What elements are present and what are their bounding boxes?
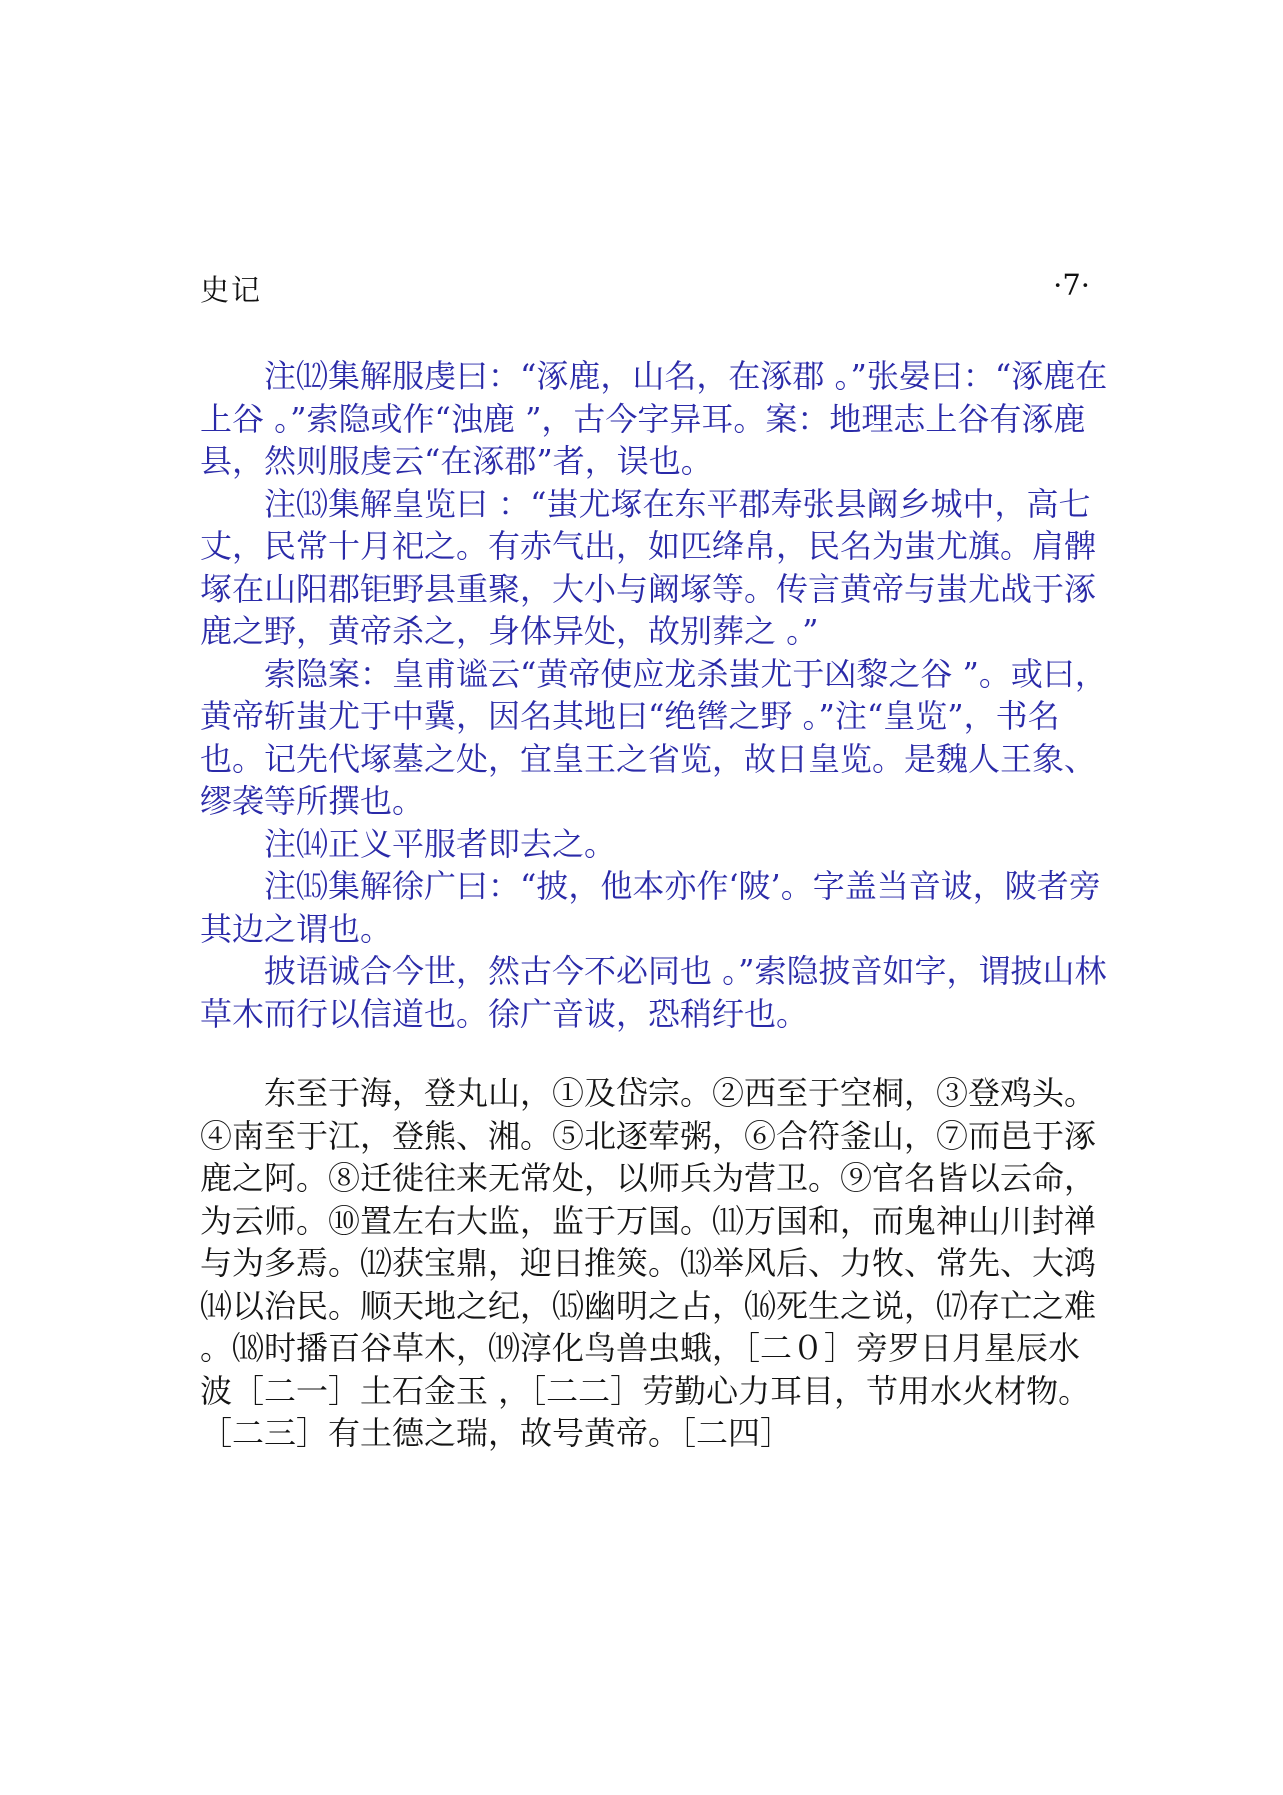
commentary-paragraph: 注⒀集解皇览曰 ：“蚩尤塚在东平郡寿张县阚乡城中，高七丈，民常十月祀之。有赤气出，如匹绛帛，民名为蚩尤旗。肩髀塚在山阳郡钜野县重聚，大小与阚塚等。传言黄帝与蚩尤战于涿鹿之野，黄帝杀之，身体异处，故别葬之 。” — [200, 484, 1097, 650]
main-text-section — [200, 1072, 1110, 1455]
commentary-paragraph: 注⒂集解徐广曰：“披，他本亦作‘陂’。字盖当音诐，陂者旁其边之谓也。 — [200, 867, 1101, 948]
commentary-paragraph: 索隐案：皇甫谧云“黄帝使应龙杀蚩尤于凶黎之谷 ”。或曰，黄帝斩蚩尤于中冀，因名其地曰“绝辔之野 。”注“皇览”，书名也。记先代塚墓之处，宜皇王之省览，故日皇览。是魏人王象、缪袭等所撰也。 — [200, 654, 1107, 820]
commentary-paragraph: 披语诚合今世，然古今不必同也 。”索隐披音如字，谓披山林草木而行以信道也。徐广音诐，恐稍纡也。 — [200, 952, 1107, 1033]
commentary-paragraph: 注⒁正义平服者即去之。 — [264, 824, 617, 863]
commentary-paragraph: 注⑿集解服虔曰：“涿鹿，山名，在涿郡 。”张晏曰：“涿鹿在上谷 。”索隐或作“浊鹿 ”，古今字异耳。案：地理志上谷有涿鹿县，然则服虔云“在涿郡”者，误也。 — [200, 357, 1108, 480]
commentary-section — [200, 355, 1110, 1035]
page-header — [200, 268, 1090, 308]
main-text-paragraph: 东至于海，登丸山，①及岱宗。②西至于空桐，③登鸡头。④南至于江，登熊、湘。⑤北逐荤粥，⑥合符釜山，⑦而邑于涿鹿之阿。⑧迁徙往来无常处，以师兵为营卫。⑨官名皆以云命，为云师。⑩置左右大监，监于万国。⑾万国和，而鬼神山川封禅与为多焉。⑿获宝鼎，迎日推筴。⒀举风后、力牧、常先、大鸿⒁以治民。顺天地之纪，⒂幽明之占，⒃死生之说，⒄存亡之难 。⒅时播百谷草木，⒆淳化鸟兽虫蛾，［二０］旁罗日月星辰水波［二一］土石金玉 ，［二二］劳勤心力耳目，节用水火材物。［二三］有土德之瑞，故号黄帝。［二四］ — [200, 1074, 1097, 1452]
book-title: 史记 — [200, 273, 263, 307]
page-number: ·7· — [1053, 268, 1090, 302]
